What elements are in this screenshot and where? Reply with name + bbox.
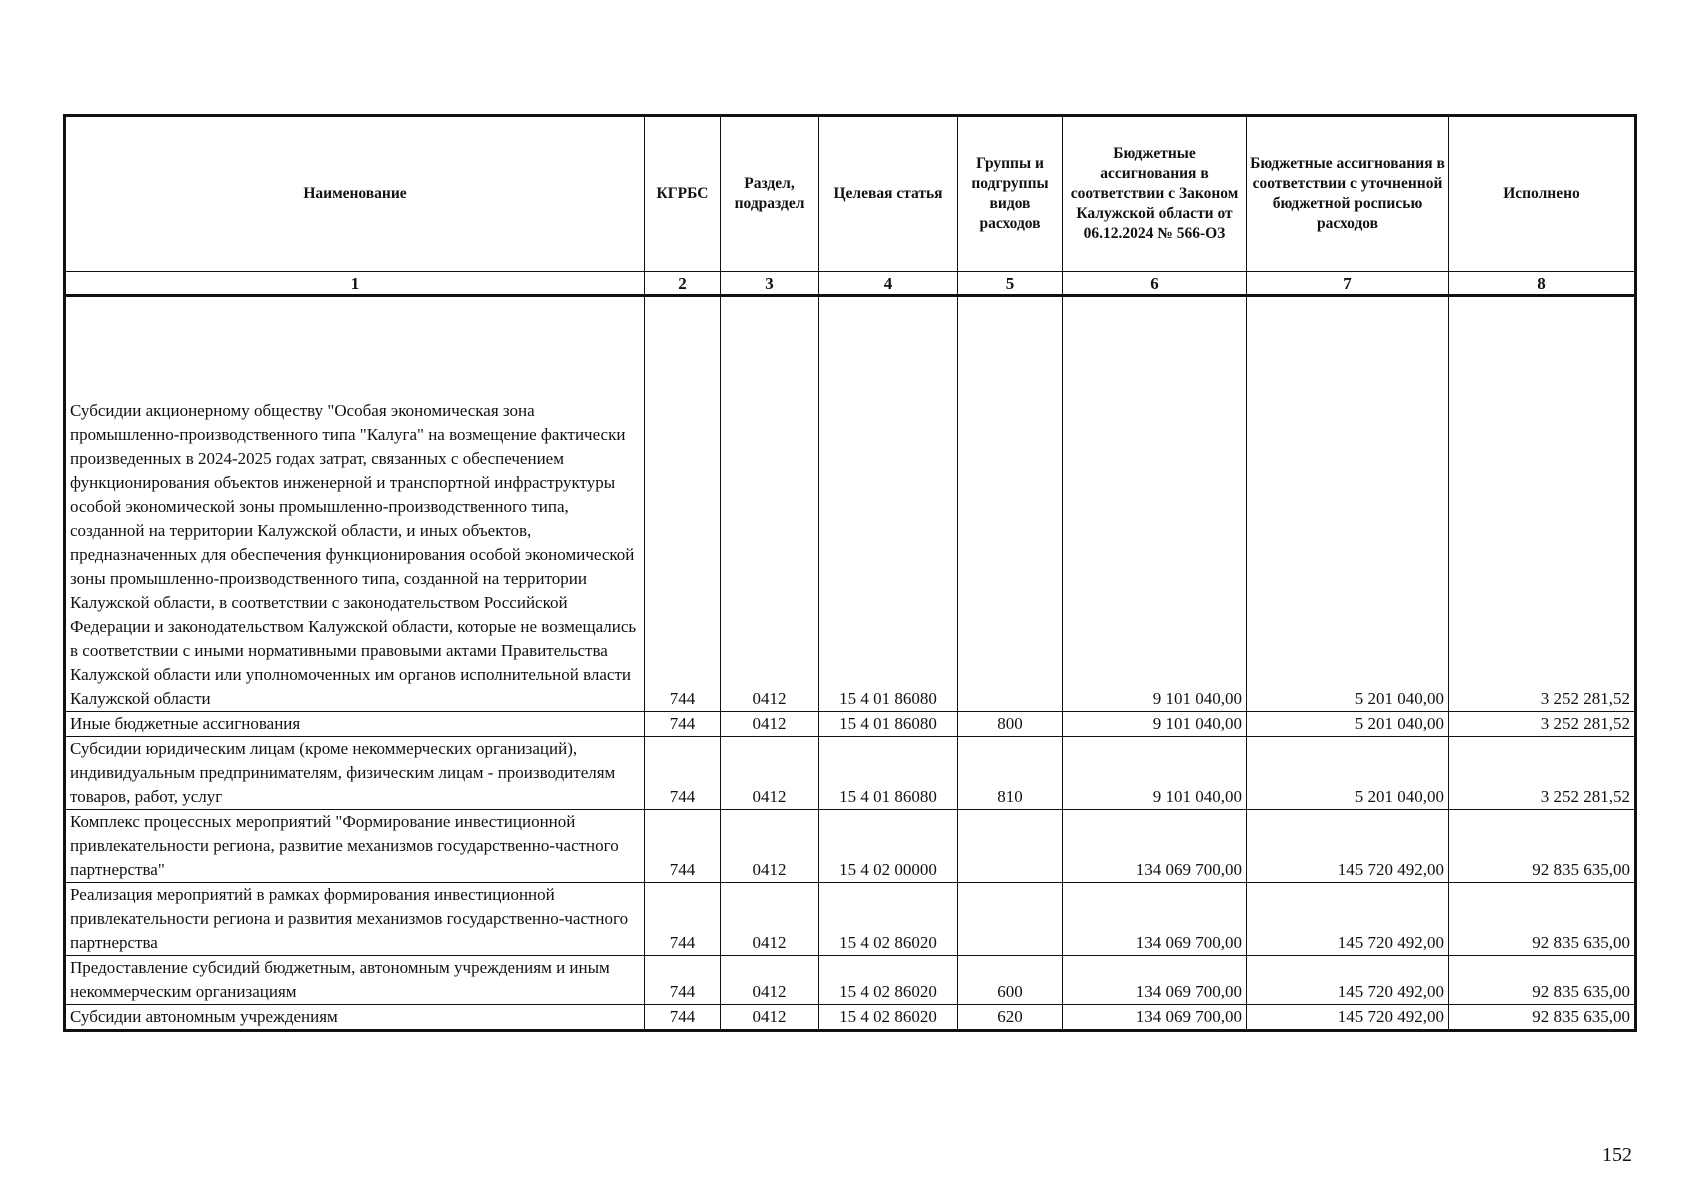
row-executed-amount: 92 835 635,00 xyxy=(1449,810,1636,883)
header-law-allocation: Бюджетные ассигнования в соответствии с Законом Калужской области от 06.12.2024 № 566-ОЗ xyxy=(1063,116,1247,272)
row-plan-amount: 145 720 492,00 xyxy=(1247,956,1449,1005)
row-plan-amount: 145 720 492,00 xyxy=(1247,1005,1449,1031)
row-law-amount: 9 101 040,00 xyxy=(1063,712,1247,737)
row-kgrbs: 744 xyxy=(645,712,721,737)
row-razdel: 0412 xyxy=(721,956,819,1005)
column-number: 2 xyxy=(645,272,721,296)
row-group xyxy=(958,810,1063,883)
row-executed-amount: 92 835 635,00 xyxy=(1449,1005,1636,1031)
column-number: 7 xyxy=(1247,272,1449,296)
row-law-amount: 134 069 700,00 xyxy=(1063,810,1247,883)
column-number: 4 xyxy=(819,272,958,296)
row-razdel: 0412 xyxy=(721,810,819,883)
column-number: 1 xyxy=(65,272,645,296)
header-razdel: Раздел, подраздел xyxy=(721,116,819,272)
row-law-amount: 134 069 700,00 xyxy=(1063,956,1247,1005)
column-number: 8 xyxy=(1449,272,1636,296)
row-razdel: 0412 xyxy=(721,1005,819,1031)
row-name: Субсидии акционерному обществу "Особая экономическая зона промышленно-производственного типа "Калуга" на возмещение фактически произведенных в 2024-2025 годах затрат, связанных с обеспечением функционирования объектов инженерной и транспортной инфраструктуры особой экономической зоны промышленно-производственного типа, созданной на территории Калужской области, и иных объектов, предназначенных для обеспечения функционирования особой экономической зоны промышленно-производственного типа, созданной на территории Калужской области, в соответствии с законодательством Российской Федерации и законодательством Калужской области, которые не возмещались в соответствии с иными нормативными правовыми актами Правительства Калужской области или уполномоченных им органов исполнительной власти Калужской области xyxy=(65,296,645,712)
row-group: 620 xyxy=(958,1005,1063,1031)
column-number: 5 xyxy=(958,272,1063,296)
row-name: Предоставление субсидий бюджетным, автономным учреждениям и иным некоммерческим организациям xyxy=(65,956,645,1005)
row-executed-amount: 3 252 281,52 xyxy=(1449,296,1636,712)
page-number: 152 xyxy=(1602,1144,1632,1166)
row-kgrbs: 744 xyxy=(645,737,721,810)
table-row xyxy=(65,737,1636,810)
row-plan-amount: 145 720 492,00 xyxy=(1247,883,1449,956)
table-row xyxy=(65,296,1636,712)
row-executed-amount: 92 835 635,00 xyxy=(1449,956,1636,1005)
header-name: Наименование xyxy=(65,116,645,272)
row-kgrbs: 744 xyxy=(645,1005,721,1031)
header-group: Группы и подгруппы видов расходов xyxy=(958,116,1063,272)
row-target: 15 4 02 00000 xyxy=(819,810,958,883)
row-plan-amount: 145 720 492,00 xyxy=(1247,810,1449,883)
row-target: 15 4 02 86020 xyxy=(819,1005,958,1031)
table-row xyxy=(65,956,1636,1005)
budget-table xyxy=(63,114,1637,1032)
row-target: 15 4 01 86080 xyxy=(819,296,958,712)
row-kgrbs: 744 xyxy=(645,810,721,883)
row-razdel: 0412 xyxy=(721,737,819,810)
row-name: Субсидии юридическим лицам (кроме некоммерческих организаций), индивидуальным предпринимателям, физическим лицам - производителям товаров, работ, услуг xyxy=(65,737,645,810)
row-plan-amount: 5 201 040,00 xyxy=(1247,712,1449,737)
table-row xyxy=(65,883,1636,956)
row-group: 800 xyxy=(958,712,1063,737)
header-executed: Исполнено xyxy=(1449,116,1636,272)
row-group: 600 xyxy=(958,956,1063,1005)
row-executed-amount: 92 835 635,00 xyxy=(1449,883,1636,956)
row-law-amount: 134 069 700,00 xyxy=(1063,1005,1247,1031)
row-target: 15 4 02 86020 xyxy=(819,883,958,956)
row-law-amount: 9 101 040,00 xyxy=(1063,296,1247,712)
row-group: 810 xyxy=(958,737,1063,810)
row-executed-amount: 3 252 281,52 xyxy=(1449,712,1636,737)
header-target: Целевая статья xyxy=(819,116,958,272)
header-row xyxy=(65,116,1636,272)
row-target: 15 4 01 86080 xyxy=(819,712,958,737)
row-kgrbs: 744 xyxy=(645,883,721,956)
column-number-row xyxy=(65,272,1636,296)
row-kgrbs: 744 xyxy=(645,296,721,712)
column-number: 6 xyxy=(1063,272,1247,296)
row-plan-amount: 5 201 040,00 xyxy=(1247,296,1449,712)
row-group xyxy=(958,883,1063,956)
row-target: 15 4 01 86080 xyxy=(819,737,958,810)
row-kgrbs: 744 xyxy=(645,956,721,1005)
row-razdel: 0412 xyxy=(721,712,819,737)
row-name: Иные бюджетные ассигнования xyxy=(65,712,645,737)
row-law-amount: 134 069 700,00 xyxy=(1063,883,1247,956)
column-number: 3 xyxy=(721,272,819,296)
row-razdel: 0412 xyxy=(721,883,819,956)
row-plan-amount: 5 201 040,00 xyxy=(1247,737,1449,810)
row-executed-amount: 3 252 281,52 xyxy=(1449,737,1636,810)
row-target: 15 4 02 86020 xyxy=(819,956,958,1005)
row-name: Субсидии автономным учреждениям xyxy=(65,1005,645,1031)
row-group xyxy=(958,296,1063,712)
table-row xyxy=(65,712,1636,737)
row-razdel: 0412 xyxy=(721,296,819,712)
header-plan-allocation: Бюджетные ассигнования в соответствии с уточненной бюджетной росписью расходов xyxy=(1247,116,1449,272)
header-kgrbs: КГРБС xyxy=(645,116,721,272)
row-law-amount: 9 101 040,00 xyxy=(1063,737,1247,810)
row-name: Комплекс процессных мероприятий "Формирование инвестиционной привлекательности региона, развитие механизмов государственно-частного партнерства" xyxy=(65,810,645,883)
row-name: Реализация мероприятий в рамках формирования инвестиционной привлекательности региона и развития механизмов государственно-частного партнерства xyxy=(65,883,645,956)
table-row xyxy=(65,1005,1636,1031)
table-row xyxy=(65,810,1636,883)
